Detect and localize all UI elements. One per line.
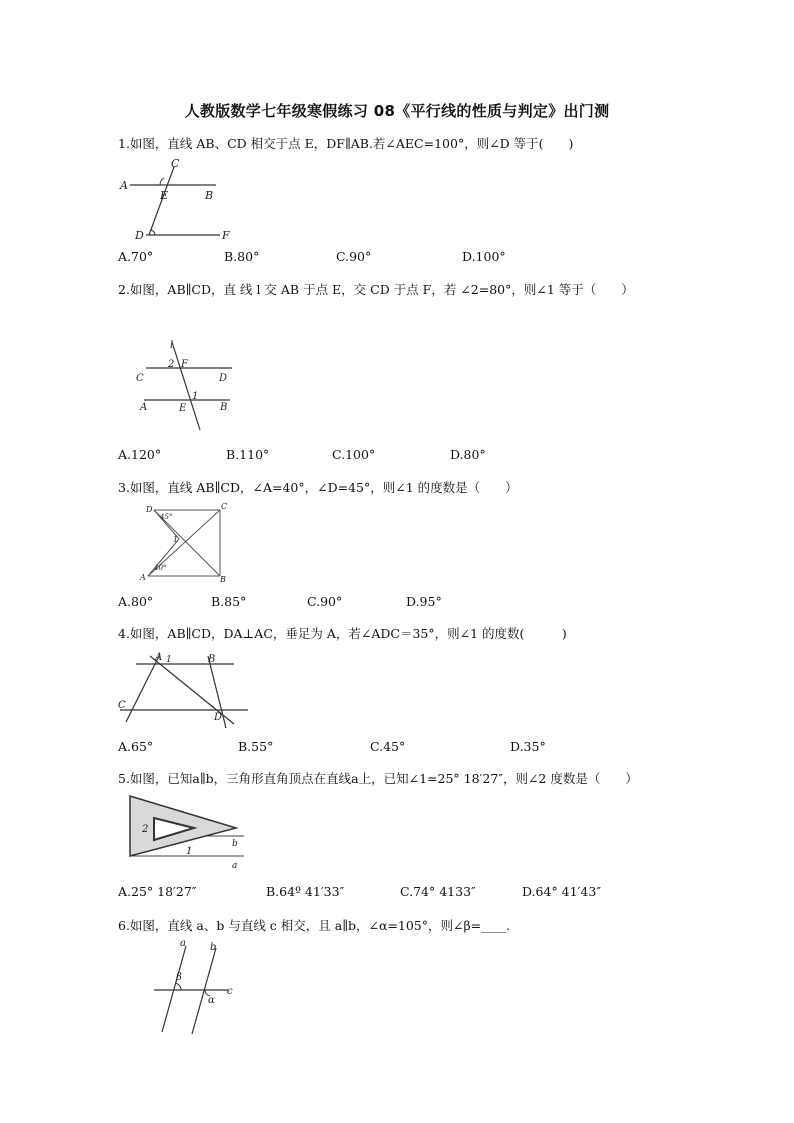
q2-label-e: E — [179, 403, 187, 414]
q1-label-e: E — [160, 189, 169, 202]
q1-option-b: B.80° — [224, 249, 260, 264]
q3-option-c: C.90° — [307, 594, 343, 609]
q1-option-d: D.100° — [462, 249, 506, 264]
q2-label-2: 2 — [168, 359, 175, 370]
q2-option-b: B.110° — [226, 447, 270, 462]
q3-label-40: 40° — [154, 564, 167, 572]
question-3-stem: 3.如图，直线 AB∥CD，∠A=40°，∠D=45°，则∠1 的度数是（ ） — [118, 480, 518, 495]
q1-label-a: A — [120, 179, 128, 192]
q2-label-a: A — [140, 402, 148, 413]
q3-option-b: B.85° — [211, 594, 247, 609]
q1-label-c: C — [171, 157, 180, 170]
question-2-stem: 2.如图，AB∥CD，直 线 l 交 AB 于点 E，交 CD 于点 F，若 ∠2=80°，则∠1 等于（ ） — [118, 282, 634, 297]
q3-label-d: D — [146, 505, 153, 514]
q3-option-a: A.80° — [118, 594, 154, 609]
q2-label-c: C — [136, 373, 144, 384]
question-1-stem: 1.如图，直线 AB、CD 相交于点 E，DF∥AB.若∠AEC=100°，则∠D 等于( ) — [118, 136, 574, 151]
q4-option-b: B.55° — [238, 739, 274, 754]
q4-label-d: D — [214, 712, 223, 723]
q1-label-f: F — [222, 229, 230, 242]
q3-label-b: B — [220, 575, 226, 584]
q5-option-d: D.64° 41′43″ — [522, 884, 601, 899]
q5-label-1: 1 — [186, 846, 193, 857]
q2-option-c: C.100° — [332, 447, 376, 462]
q2-label-b: B — [220, 402, 228, 413]
q6-label-alpha: α — [208, 995, 215, 1006]
q4-label-c: C — [118, 700, 126, 711]
q3-option-d: D.95° — [406, 594, 442, 609]
page-title: 人教版数学七年级寒假练习 08《平行线的性质与判定》出门测 — [184, 102, 610, 120]
q4-label-b: B — [208, 654, 216, 665]
q6-label-a: a — [180, 938, 186, 949]
q3-label-a: A — [140, 573, 146, 582]
q3-label-c: C — [221, 502, 228, 511]
q2-option-d: D.80° — [450, 447, 486, 462]
q4-label-1: 1 — [166, 655, 172, 665]
q5-label-2: 2 — [142, 824, 149, 835]
q5-label-b: b — [232, 839, 238, 849]
q6-label-b: b — [210, 942, 217, 953]
q5-option-c: C.74° 4133″ — [400, 884, 476, 899]
question-6-figure — [150, 938, 240, 1036]
q2-label-l: l — [170, 340, 174, 351]
q4-option-a: A.65° — [118, 739, 154, 754]
q3-label-1: 1 — [173, 535, 179, 544]
q1-label-d: D — [135, 229, 144, 242]
q4-option-d: D.35° — [510, 739, 546, 754]
question-5-stem: 5.如图，已知a∥b，三角形直角顶点在直线a上，已知∠1=25° 18′27″，则∠2 度数是（ ） — [118, 771, 638, 786]
question-1-figure — [116, 155, 230, 245]
q1-label-b: B — [205, 189, 214, 202]
question-6-stem: 6.如图，直线 a、b 与直线 c 相交，且 a∥b，∠α=105°，则∠β=____. — [118, 918, 511, 933]
q2-label-d: D — [219, 373, 228, 384]
q5-option-b: B.64º 41′33″ — [266, 884, 345, 899]
q1-option-c: C.90° — [336, 249, 372, 264]
q6-label-beta: β — [176, 972, 182, 983]
q5-option-a: A.25° 18′27″ — [118, 884, 197, 899]
q6-label-c: c — [227, 986, 233, 997]
q3-label-45: 45° — [160, 513, 173, 521]
question-4-stem: 4.如图，AB∥CD，DA⊥AC，垂足为 A，若∠ADC＝35°，则∠1 的度数( ) — [118, 626, 567, 641]
q1-option-a: A.70° — [118, 249, 154, 264]
q2-label-1: 1 — [192, 391, 199, 402]
question-4-figure — [116, 648, 250, 730]
q2-label-f: F — [181, 359, 188, 370]
question-3-figure — [140, 500, 230, 584]
q5-label-a: a — [232, 861, 238, 871]
q4-option-c: C.45° — [370, 739, 406, 754]
question-5-figure — [124, 792, 248, 872]
q2-option-a: A.120° — [118, 447, 162, 462]
q4-label-a: A — [155, 652, 163, 663]
question-2-figure — [132, 336, 240, 434]
